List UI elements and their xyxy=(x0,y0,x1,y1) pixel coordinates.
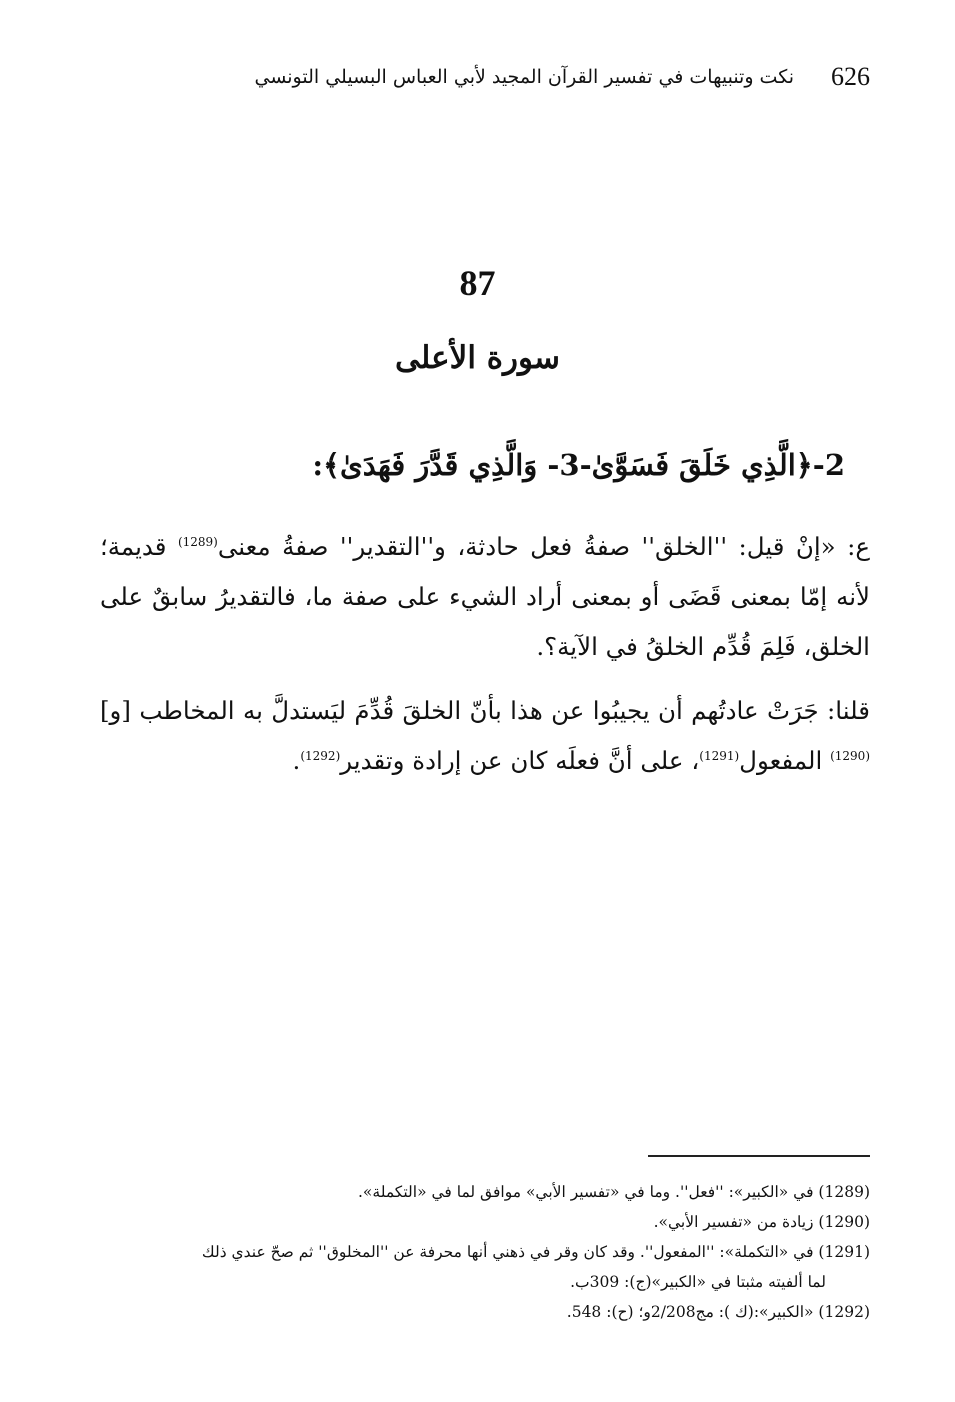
footnotes xyxy=(100,1178,870,1328)
footnote-divider xyxy=(648,1155,870,1157)
paragraph-text: . xyxy=(292,746,301,775)
verse-heading: 2-﴿الَّذِي خَلَقَ فَسَوَّىٰ-3- وَالَّذِي قَدَّرَ فَهَدَىٰ﴾: xyxy=(312,448,845,482)
footnote-1291: (1291) في «التكملة»: ''المفعول''. وقد كان وقر في ذهني أنها محرفة عن ''المخلوق'' ثم صحّ عندي ذلك xyxy=(201,1243,870,1261)
paragraph-text: ع: «إنْ قيل: ''الخلق'' صفةُ فعل حادثة، و''التقدير'' صفةُ معنى xyxy=(217,532,871,561)
paragraph-text: المفعول xyxy=(739,746,831,775)
footnote-1290: (1290) زيادة من «تفسير الأبي». xyxy=(653,1213,870,1231)
footnote-ref-1292: (1292) xyxy=(300,749,341,763)
footnote-ref-1289: (1289) xyxy=(177,535,218,549)
footnote-1289: (1289) في «الكبير»: ''فعل''. وما في «تفسير الأبي» موافق لما في «التكملة». xyxy=(357,1183,870,1201)
page-header xyxy=(254,58,870,98)
footnote-1291-continued: لما ألفيته مثبتا في «الكبير»(ج): 309ب. xyxy=(570,1273,826,1291)
footnote-ref-1290: (1290) xyxy=(830,749,870,763)
page-number: 626 xyxy=(831,62,870,91)
paragraph-answer xyxy=(100,686,870,786)
surah-number: 87 xyxy=(459,263,496,303)
paragraph-text: قديمة؛ لأنه إمّا بمعنى قَضَى أو بمعنى أراد الشيء على صفة ما، فالتقديرُ سابقٌ على الخلق، فَلِمَ قُدِّم الخلقُ في الآية؟. xyxy=(100,532,870,661)
footnote-1292: (1292) «الكبير»:(ك ): مج2/208و؛ (ح): 548. xyxy=(566,1303,870,1321)
paragraph-question xyxy=(100,522,870,672)
running-title: نكت وتنبيهات في تفسير القرآن المجيد لأبي العباس البسيلي التونسي xyxy=(254,66,794,88)
paragraph-text: ، على أنَّ فعلَه كان عن إرادة وتقدير xyxy=(340,746,700,775)
paragraph-text: قلنا: جَرَتْ عادتُهم أن يجيبُوا عن هذا بأنّ الخلقَ قُدِّمَ ليَستدلَّ به المخاطب [و] xyxy=(100,696,870,725)
surah-title: سورة الأعلى xyxy=(395,340,560,376)
footnote-ref-1291: (1291) xyxy=(699,749,740,763)
